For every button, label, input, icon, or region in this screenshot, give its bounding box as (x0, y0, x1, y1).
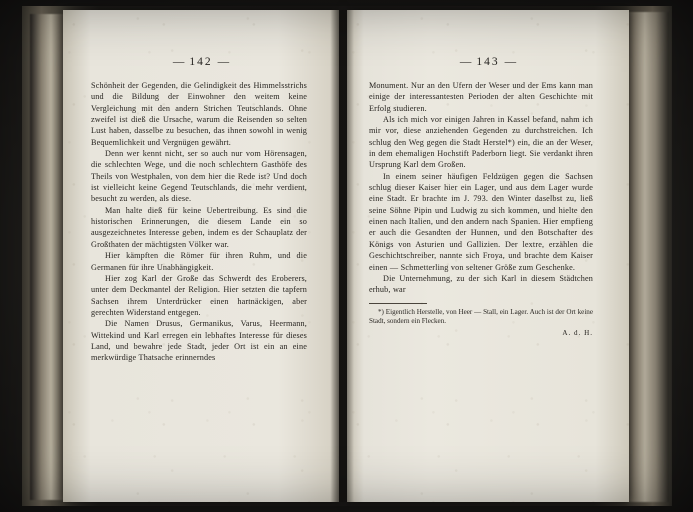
paragraph: Man halte dieß für keine Uebertreibung. Es sind die historischen Erinnerungen, die diesem Lande ein so ausgezeichnetes Interesse geben, indem es der Schauplatz der Großthaten der mächtigsten Völker war. (91, 205, 307, 249)
page-number-dash-right-2: — (504, 56, 517, 68)
footnote (369, 308, 593, 327)
paragraph: Die Namen Drusus, Germanikus, Varus, Heermann, Wittekind und Karl erregen ein lebhaftes Interesse für dieses Land, und bewahre jede Stadt, jeder Ort ist ein an eine merkwürdige Thatsache erinnerndes (91, 319, 307, 363)
page-number-right (347, 56, 629, 68)
footnote-rule (369, 303, 427, 304)
footnote-marker: *) (378, 307, 384, 316)
page-number-left-value: 142 (189, 56, 213, 68)
paragraph: Als ich mich vor einigen Jahren in Kassel befand, nahm ich mir vor, diese anziehenden Gegenden zu durchstreichen. Ich schlug den Weg gegen die Stadt Herstel*) ein, die an der Weser, in dem ehemaligen Hochstift Paderborn liegt. Sie verdankt ihren Ursprung Karl dem Großen. (369, 115, 593, 170)
paragraph: In einem seiner häufigen Feldzügen gegen die Sachsen schlug dieser Kaiser hier ein Lager, und aus dem Lager wurde eine Stadt. Er brachte im J. 793. den Winter daselbst zu, ließ seine Söhne Pipin und Ludwig zu sich kommen, und hielte den einen nach Italien, und den andern nach Spanien. Hier empfieng er auch die Gesandten der Hunnen, und den Botschafter des Königs von Asturien und Gallizien. Der lextre, erzählen die Geschichtschreiber, nannte sich Froya, und brachte dem Kaiser einen — Schmetterling von seltener Größe zum Geschenke. (369, 171, 593, 272)
right-page (347, 10, 629, 502)
page-number-dash-left: — (172, 56, 185, 68)
paragraph: Denn wer kennt nicht, ser so auch nur vom Hörensagen, die schlechten Wege, und die noch schlechtern Gasthöfe des Theils von Westphalen, von dem hier die Rede ist? Und doch ist vielleicht keine Gegend Teutschlands, die mehr verdient, besucht zu werden, als diese. (91, 149, 307, 204)
paragraph: Schönheit der Gegenden, die Gelindigkeit des Himmelsstrichs und die Bildung der Einwohner den weitem keine Vergleichung mit den andern Strichen Teutschlands. Ohne zweifel ist dieß die Ursache, warum die Reisenden so selten Lust haben, dasselbe zu besuchen, das ihnen sowohl in wenig Bequemlichkeit und Vergnügen gewährt. (91, 81, 307, 147)
paragraph: Hier zog Karl der Große das Schwerdt des Eroberers, unter dem Deckmantel der Religion. Hier setzten die tapfern Sachsen ihrem Unterdrücker einen hartnäckigen, aber gerechten Widerstand entgegen. (91, 273, 307, 317)
page-number-right-value: 143 (476, 56, 500, 68)
page-edge-right (625, 12, 669, 502)
paragraph: Monument. Nur an den Ufern der Weser und der Ems kann man einige der interessantesten Perioden der alten Geschichte mit Erfolg studieren. (369, 81, 593, 113)
paragraph: Die Unternehmung, zu der sich Karl in diesem Städtchen erhub, war (369, 273, 593, 295)
paragraph: Hier kämpften die Römer für ihren Ruhm, und die Germanen für ihre Unabhängigkeit. (91, 251, 307, 272)
footnote-text: Eigentlich Herstelle, von Heer — Stall, ein Lager. Auch ist der Ort keine Stadt, sondern ein Flecken. (369, 307, 593, 326)
page-number-dash-right: — (459, 56, 472, 68)
right-page-textblock (369, 80, 593, 337)
left-page-textblock (91, 80, 307, 364)
footnote-signature: A. d. H. (562, 328, 593, 337)
left-page (63, 10, 339, 502)
page-number-dash-left-2: — (217, 56, 230, 68)
page-number-left (63, 56, 339, 68)
